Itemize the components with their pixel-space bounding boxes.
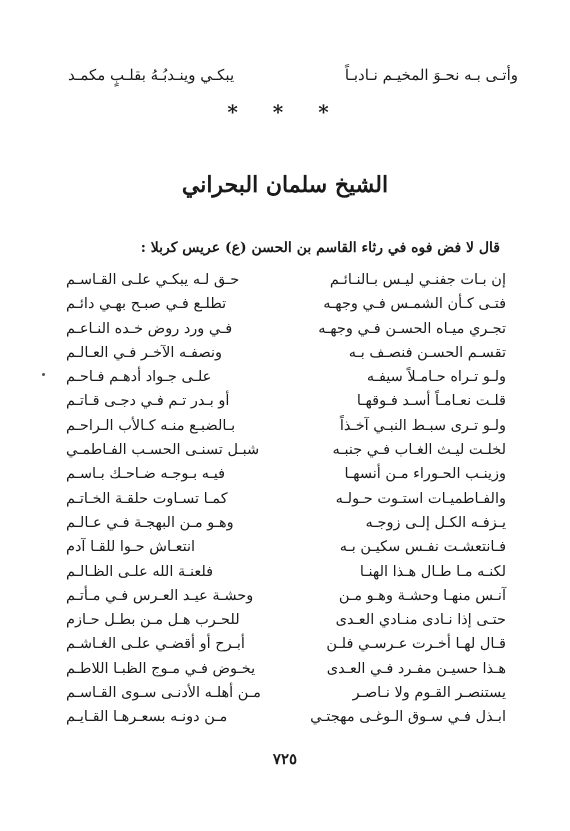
page-number: ٧٢٥: [272, 750, 298, 768]
verse-row: [66, 636, 506, 660]
hemistich-first: هـذا حسيـن مفـرد فـي العـدى: [326, 660, 506, 677]
verse-row: [66, 491, 506, 515]
verse-row: [66, 272, 506, 296]
verse-row: [66, 321, 506, 345]
hemistich-first: ولـو تـراه حـامـلاً سيفـه: [366, 369, 506, 386]
hemistich-second: ونصفـه الآخـر فـي العـالـم: [66, 344, 222, 361]
hemistich-second: أو بـدر تـم فـي دجـى قـاتـم: [66, 393, 230, 410]
hemistich-second: حـق لـه يبكـي علـى القـاسـم: [66, 272, 240, 288]
verse-row: [66, 709, 506, 733]
hemistich-first: قـال لهـا أخـرت عـرسـي فلـن: [326, 636, 506, 653]
hemistich-first: لخلـت ليـث الغـاب فـي جنبـه: [332, 442, 506, 459]
verse-row: [66, 685, 506, 709]
verse-row: [66, 345, 506, 369]
hemistich-first: والفـاطميـات استـوت حـولـه: [335, 490, 506, 507]
hemistich-second: انتعـاش حـوا للقـا آدم: [66, 539, 196, 556]
hemistich-second: فـي ورد روض خـده النـاعـم: [66, 320, 233, 337]
hemistich-first: يستنصـر القـوم ولا نـاصـر: [352, 685, 506, 702]
hemistich-second: وهـو مـن البهجـة فـي عـالـم: [66, 514, 234, 531]
hemistich-first: ابـذل فـي سـوق الـوغـى مهجتـي: [310, 709, 506, 726]
hemistich-first: يـزفـه الكـل إلـى زوجـه: [365, 514, 506, 531]
hemistich-second: مـن دونـه بسعـرهـا القـايـم: [66, 709, 228, 726]
scan-speck: [42, 373, 45, 376]
hemistich-first: قلـت نعـامـاً أسـد فـوقهـا: [356, 393, 506, 410]
previous-poem-last-verse: [68, 66, 518, 96]
verse-row: [66, 466, 506, 490]
hemistich-second: للحـرب هـل مـن بطـل حـازم: [66, 612, 240, 629]
hemistich-first: فـانتعشـت نفـس سكيـن بـه: [339, 539, 506, 556]
verse-row: [66, 661, 506, 685]
hemistich-second: فيـه بـوجـه ضـاحـك بـاسـم: [66, 466, 226, 483]
verse-row: [66, 418, 506, 442]
hemistich-second: كمـا تسـاوت حلقـة الخـاتـم: [66, 490, 228, 507]
hemistich-second: تطلـع فـي صبـح بهـي دائـم: [66, 296, 227, 313]
verse-row: [66, 515, 506, 539]
hemistich-second: فلعنـة الله علـى الظـالـم: [66, 563, 214, 580]
hemistich-first: فتـى كـأن الشمـس فـي وجهـه: [323, 296, 506, 313]
hemistich-first: وأتـى بـه نحـوَ المخيـم نـادبـاً: [344, 66, 518, 84]
hemistich-first: تجـري ميـاه الحسـن فـي وجهـه: [318, 320, 506, 337]
hemistich-second: مـن أهلـه الأدنـى سـوى القـاسـم: [66, 685, 261, 702]
hemistich-first: ولـو تـرى سبـط النبـي آخـذاً: [339, 417, 506, 434]
hemistich-first: إن بـات جفنـي ليـس بـالنـائـم: [329, 272, 506, 288]
verse-row: [66, 564, 506, 588]
hemistich-second: علـى جـواد أدهـم فـاحـم: [66, 369, 212, 386]
hemistich-first: آنـس منهـا وحشـة وهـو مـن: [338, 587, 506, 604]
verse-row: [66, 369, 506, 393]
verse-row: [66, 588, 506, 612]
hemistich-second: أبـرح أو أقضـي علـى الغـاشـم: [66, 636, 245, 653]
verse-row: [66, 393, 506, 417]
hemistich-second: يخـوض فـي مـوج الظبـا اللاطـم: [66, 660, 256, 677]
verse-row: [66, 539, 506, 563]
hemistich-second: وحشـة عيـد العـرس فـي مـأتـم: [66, 587, 254, 604]
hemistich-first: حتـى إذا نـادى منـادي العـدى: [335, 612, 506, 629]
section-divider-stars: * * *: [227, 100, 343, 124]
hemistich-second: بـالضبـع منـه كـالأب الـراحـم: [66, 417, 236, 434]
poet-title: الشيخ سلمان البحراني: [181, 172, 389, 198]
hemistich-first: وزينـب الحـوراء مـن أنسهـا: [344, 466, 506, 483]
poem-introduction: قال لا فض فوه في رثاء القاسم بن الحسن (ع) عريس كربلا :: [140, 240, 500, 256]
poem-body: [66, 272, 506, 734]
verse-row: [66, 612, 506, 636]
hemistich-second: شبـل تسنـى الحسـب الفـاطمـي: [66, 442, 260, 459]
hemistich-second: يبكـي وينـدبُـهُ بقلـبٍ مكمـد: [68, 66, 235, 84]
hemistich-first: لكنـه مـا طـال هـذا الهنـا: [359, 563, 506, 580]
verse-row: [66, 296, 506, 320]
verse-row: [66, 442, 506, 466]
hemistich-first: تقسـم الحسـن فنصـف بـه: [348, 344, 506, 361]
